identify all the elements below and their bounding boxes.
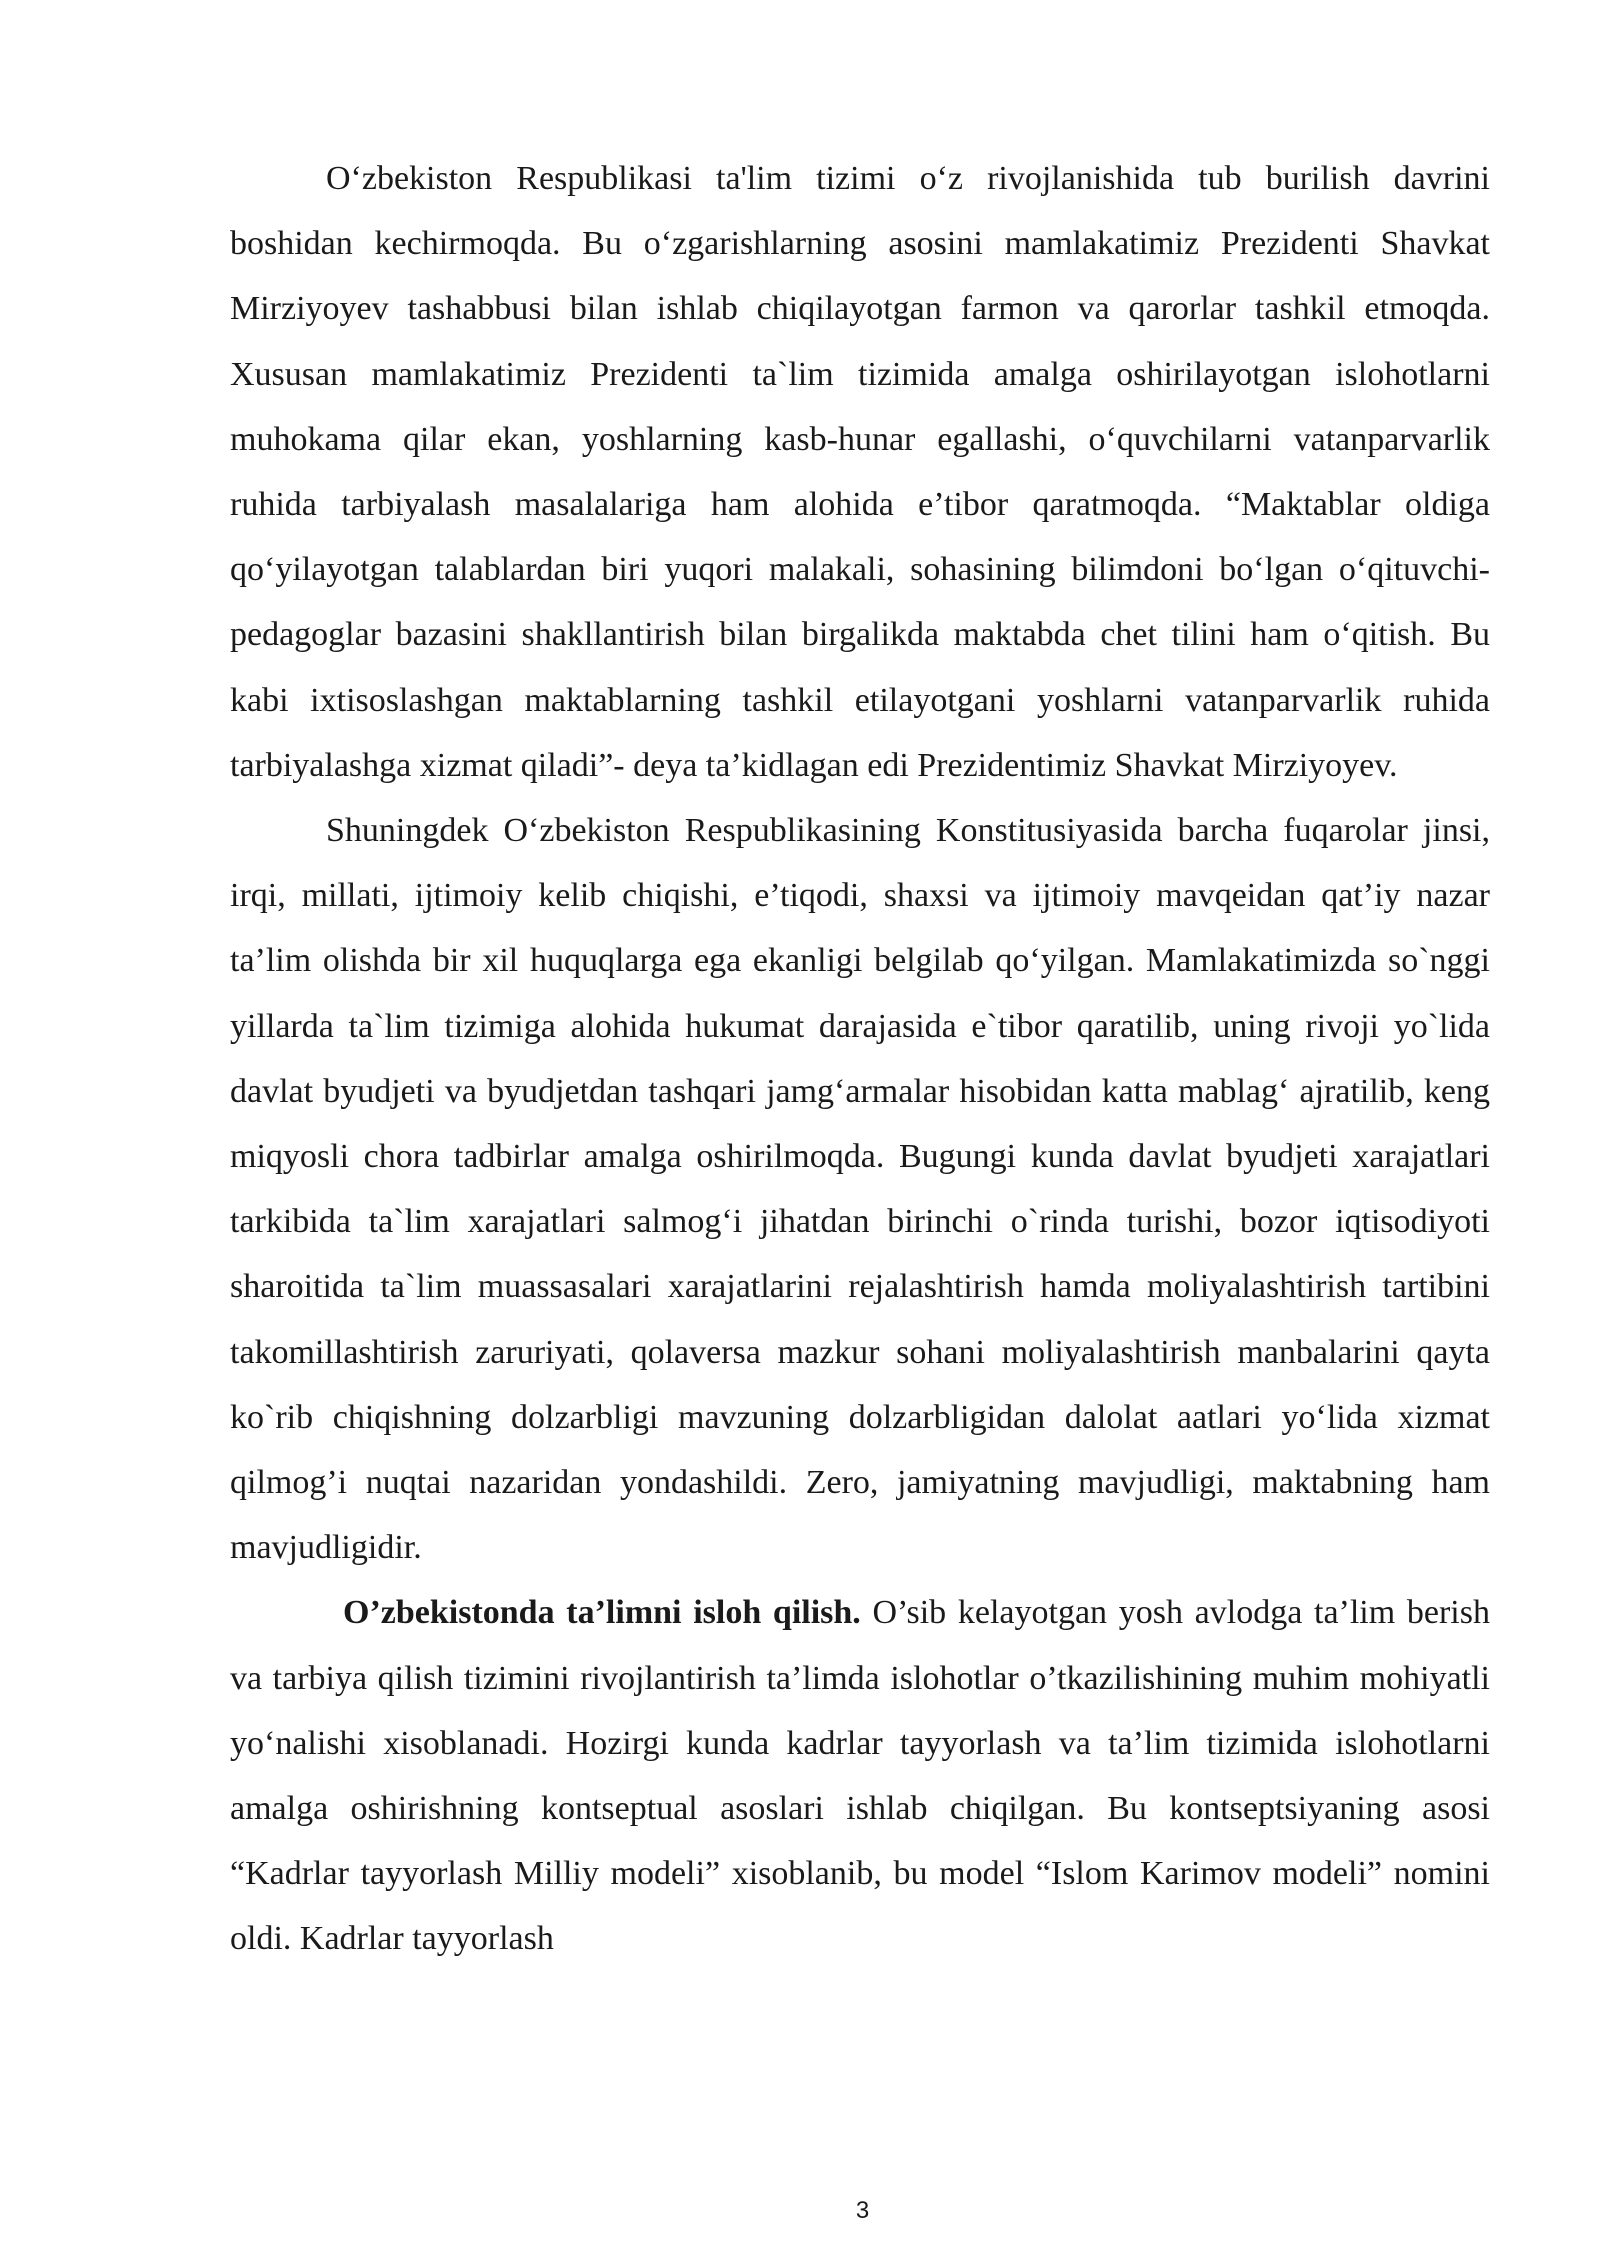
section-text: O’sib kelayotgan yosh avlodga ta’lim berish va tarbiya qilish tizimini rivojlantirish ta’limda islohotlar o’tkazilishining muhim mohiyatli yo‘nalishi xisoblanadi. Hozirgi kunda kadrlar tayyorlash va ta’lim tizimida islohotlarni amalga oshirishning kontseptual asoslari ishlab chiqilgan. Bu kontseptsiyaning asosi “Kadrlar tayyorlash Milliy modeli” xisoblanib, bu model “Islom Karimov modeli” nomini oldi. Kadrlar tayyorlash [230,1594,1490,1958]
section-heading: O’zbekistonda ta’limni isloh qilish. [343,1594,861,1632]
paragraph-constitution-rights: Shuningdek O‘zbekiston Respublikasining Konstitusiyasida barcha fuqarolar jinsi, irqi, millati, ijtimoiy kelib chiqishi, e’tiqodi, shaxsi va ijtimoiy mavqeidan qat’iy nazar ta’lim olishda bir xil huquqlarga ega ekanligi belgilab qo‘yilgan. Mamlakatimizda so`nggi yillarda ta`lim tizimiga alohida hukumat darajasida e`tibor qaratilib, uning rivoji yo`lida davlat byudjeti va byudjetdan tashqari jamg‘armalar hisobidan katta mablag‘ ajratilib, keng miqyosli chora tadbirlar amalga oshirilmoqda. Bugungi kunda davlat byudjeti xarajatlari tarkibida ta`lim xarajatlari salmog‘i jihatdan birinchi o`rinda turishi, bozor iqtisodiyoti sharoitida ta`lim muassasalari xarajatlarini rejalashtirish hamda moliyalashtirish tartibini takomillashtirish zaruriyati, qolaversa mazkur sohani moliyalashtirish manbalarini qayta ko`rib chiqishning dolzarbligi mavzuning dolzarbligidan dalolat aatlari yo‘lida xizmat qilmog’i nuqtai nazaridan yondashildi. Zero, jamiyatning mavjudligi, maktabning ham mavjudligidir. [230,812,1490,1567]
page-number: 3 [855,2197,870,2224]
paragraph-education-reform-intro: O‘zbekiston Respublikasi ta'lim tizimi o‘z rivojlanishida tub burilish davrini boshidan kechirmoqda. Bu o‘zgarishlarning asosini mamlakatimiz Prezidenti Shavkat Mirziyoyev tashabbusi bilan ishlab chiqilayotgan farmon va qarorlar tashkil etmoqda. Xususan mamlakatimiz Prezidenti ta`lim tizimida amalga oshirilayotgan islohotlarni muhokama qilar ekan, yoshlarning kasb-hunar egallashi, o‘quvchilarni vatanparvarlik ruhida tarbiyalash masalalariga ham alohida e’tibor qaratmoqda. “Maktablar oldiga qo‘yilayotgan talablardan biri yuqori malakali, sohasining bilimdoni bo‘lgan o‘qituvchi-pedagoglar bazasini shakllantirish bilan birgalikda maktabda chet tilini ham o‘qitish. Bu kabi ixtisoslashgan maktablarning tashkil etilayotgani yoshlarni vatanparvarlik ruhida tarbiyalashga xizmat qiladi”- deya ta’kidlagan edi Prezidentimiz Shavkat Mirziyoyev. [230,160,1490,784]
document-body [230,146,1490,1972]
paragraph-reform-section [230,1580,1490,1971]
